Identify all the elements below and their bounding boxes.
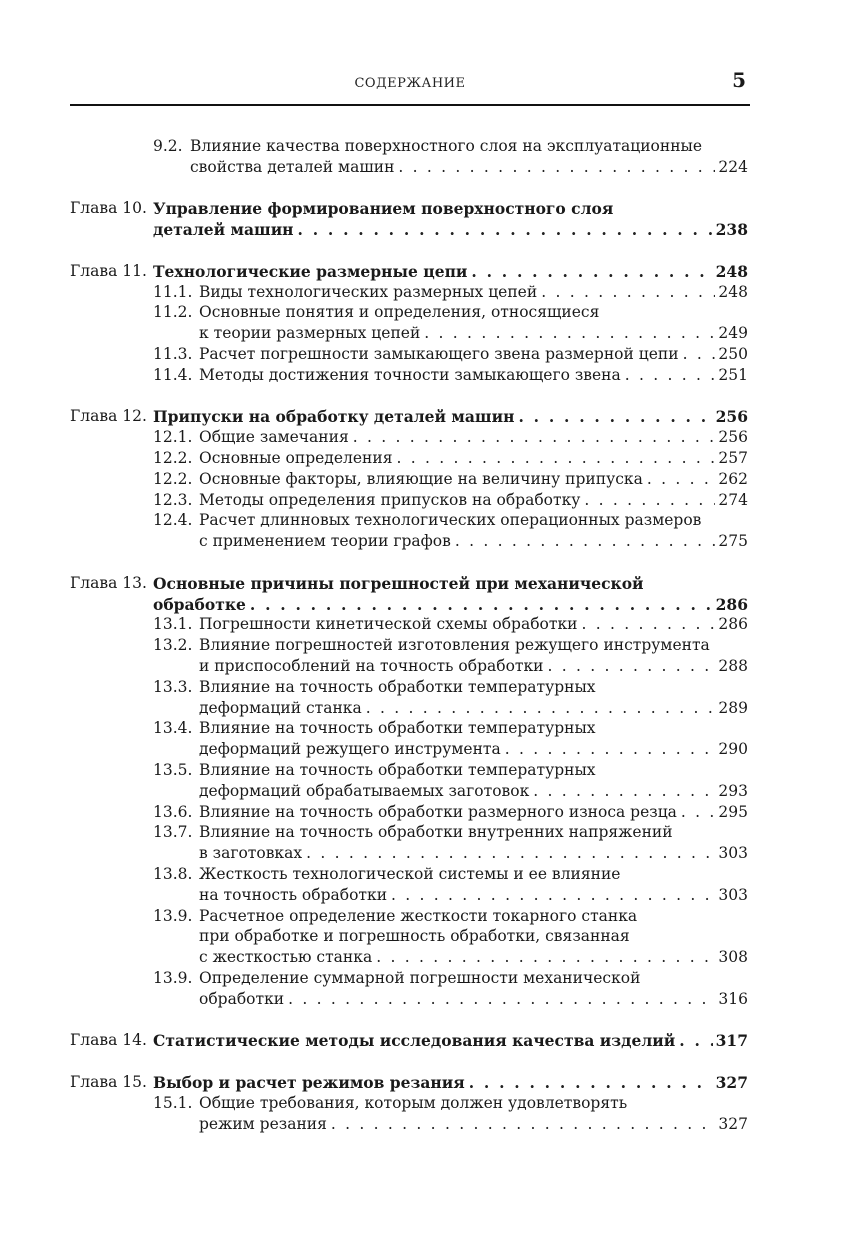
section-number: 11.3. <box>153 345 193 363</box>
section-title-line[interactable] <box>190 157 748 178</box>
toc-page-number: 290 <box>718 740 748 759</box>
toc-entry-text: Влияние на точность обработки температурных <box>199 719 596 738</box>
dot-leader <box>577 614 715 635</box>
dot-leader <box>467 261 712 282</box>
toc-entry-text: режим резания <box>199 1114 327 1133</box>
dot-leader <box>514 406 712 427</box>
toc-page-number: 327 <box>715 1073 748 1092</box>
chapter-number: Глава 12. <box>70 407 147 426</box>
toc-entry-text: к теории размерных цепей <box>199 324 421 343</box>
toc-entry-text: Погрешности кинетической схемы обработки <box>199 615 578 634</box>
toc-page-number: 308 <box>718 948 748 967</box>
chapter-title-line[interactable] <box>153 573 748 594</box>
section-title-line[interactable] <box>199 843 748 864</box>
toc-entry-text: в заготовках <box>199 844 303 863</box>
toc-page-number: 286 <box>715 594 748 614</box>
section-number: 11.2. <box>153 303 193 322</box>
toc-entry-text: и приспособлений на точность обработки <box>199 657 544 675</box>
section-title-line[interactable] <box>199 989 748 1010</box>
section-title-line[interactable] <box>199 427 748 448</box>
dot-leader <box>394 157 715 178</box>
toc-entry-text: Выбор и расчет режимов резания <box>153 1073 465 1092</box>
toc-entry-text: Расчет длинновых технологических операционных размеров <box>199 511 702 530</box>
section-number: 15.1. <box>153 1093 193 1112</box>
section-number: 11.1. <box>153 282 193 301</box>
section-number: 13.3. <box>153 677 193 696</box>
toc-entry-text: Влияние погрешностей изготовления режущего инструмента <box>199 636 710 655</box>
section-title-line[interactable] <box>199 1114 748 1135</box>
dot-leader <box>501 739 716 760</box>
dot-leader <box>451 531 716 552</box>
toc-entry-text: Влияние на точность обработки температурных <box>199 761 596 779</box>
section-title-line[interactable] <box>199 698 748 719</box>
toc-entry-text: Влияние качества поверхностного слоя на эксплуатационные <box>190 137 703 155</box>
toc-entry-text: обработки <box>199 989 285 1008</box>
section-title-line[interactable] <box>199 1093 748 1114</box>
section-number: 12.4. <box>153 511 193 530</box>
toc-page-number: 286 <box>718 615 748 634</box>
section-number: 13.4. <box>153 719 193 738</box>
section-title-line[interactable] <box>199 718 748 739</box>
section-title-line[interactable] <box>199 510 748 531</box>
section-number: 13.1. <box>153 615 193 634</box>
toc-page-number: 262 <box>718 469 748 488</box>
toc-page-number: 224 <box>718 157 748 176</box>
section-title-line[interactable] <box>199 656 748 677</box>
dot-leader <box>246 594 713 615</box>
section-number: 13.7. <box>153 823 193 842</box>
toc-entry-text: Основные факторы, влияющие на величину припуска <box>199 469 643 488</box>
toc-entry-text: свойства деталей машин <box>190 157 395 176</box>
section-title-line[interactable] <box>199 864 748 885</box>
toc-page-number: 295 <box>718 802 748 821</box>
dot-leader <box>679 344 716 365</box>
toc-page-number: 289 <box>718 698 748 717</box>
chapter-number: Глава 15. <box>70 1073 147 1091</box>
section-title-line[interactable] <box>199 802 748 823</box>
toc-page-number: 316 <box>718 989 748 1008</box>
chapter-title-line[interactable] <box>153 594 748 615</box>
toc-page-number: 303 <box>718 885 748 904</box>
dot-leader <box>420 323 715 344</box>
section-title-line[interactable] <box>199 885 748 906</box>
section-title-line[interactable] <box>199 906 748 927</box>
section-number: 12.1. <box>153 428 193 447</box>
toc-entry-text: Виды технологических размерных цепей <box>199 282 538 301</box>
section-title-line[interactable] <box>199 448 748 469</box>
toc-entry-text: Припуски на обработку деталей машин <box>153 407 515 427</box>
dot-leader <box>643 469 716 490</box>
section-title-line[interactable] <box>199 469 748 490</box>
dot-leader <box>392 448 715 469</box>
dot-leader <box>675 1030 712 1051</box>
dot-leader <box>465 1072 713 1093</box>
dot-leader <box>677 802 715 823</box>
toc-entry-text: с применением теории графов <box>199 532 451 551</box>
chapter-title-line[interactable] <box>153 261 748 282</box>
section-title-line[interactable] <box>190 136 748 157</box>
toc-entry-text: с жесткостью станка <box>199 948 373 967</box>
section-number: 12.2. <box>153 469 193 488</box>
section-number: 11.4. <box>153 365 193 384</box>
section-title-line[interactable] <box>199 739 748 760</box>
section-title-line[interactable] <box>199 968 748 989</box>
toc-entry-text: деформаций обрабатываемых заготовок <box>199 781 530 800</box>
toc-entry-text: Влияние на точность обработки внутренних напряжений <box>199 823 673 842</box>
toc-entry-text: Основные определения <box>199 449 393 467</box>
dot-leader <box>284 989 715 1010</box>
toc-entry-text: Методы определения припусков на обработку <box>199 490 581 509</box>
dot-leader <box>372 947 715 968</box>
section-number: 13.9. <box>153 906 193 925</box>
section-number: 12.2. <box>153 449 193 467</box>
chapter-number: Глава 13. <box>70 573 147 592</box>
page-number: 5 <box>732 68 746 92</box>
dot-leader <box>327 1114 716 1135</box>
section-title-line[interactable] <box>199 344 748 365</box>
toc-page-number: 238 <box>715 220 748 240</box>
chapter-title-line[interactable] <box>153 1072 748 1093</box>
toc-page-number: 288 <box>718 657 748 675</box>
toc-page-number: 303 <box>718 844 748 863</box>
section-title-line[interactable] <box>199 323 748 344</box>
dot-leader <box>544 656 716 677</box>
toc-entry-text: Влияние на точность обработки температурных <box>199 677 596 696</box>
dot-leader <box>302 843 715 864</box>
section-title-line[interactable] <box>199 282 748 303</box>
section-title-line[interactable] <box>199 677 748 698</box>
toc-entry-text: Основные понятия и определения, относящиеся <box>199 303 600 322</box>
toc-entry-text: Статистические методы исследования качества изделий <box>153 1031 676 1051</box>
toc-entry-text: при обработке и погрешность обработки, связанная <box>199 927 630 946</box>
toc-page-number: 256 <box>718 428 748 447</box>
toc-page-number: 317 <box>715 1031 748 1051</box>
toc-entry-text: Жесткость технологической системы и ее влияние <box>199 865 621 883</box>
toc-entry-text: Основные причины погрешностей при механической <box>153 573 644 593</box>
toc-page-number: 257 <box>718 449 748 467</box>
toc-entry-text: деформаций режущего инструмента <box>199 740 501 759</box>
section-title-line[interactable] <box>199 490 748 511</box>
dot-leader <box>537 282 715 303</box>
toc-page-number: 256 <box>715 407 748 427</box>
section-title-line[interactable] <box>199 822 748 843</box>
toc-entry-text: Технологические размерные цепи <box>153 261 468 281</box>
chapter-title-line[interactable] <box>153 198 748 219</box>
toc-entry-text: Расчет погрешности замыкающего звена размерной цепи <box>199 345 679 363</box>
section-title-line[interactable] <box>199 635 748 656</box>
chapter-number: Глава 10. <box>70 199 147 218</box>
section-title-line[interactable] <box>199 781 748 802</box>
toc-entry-text: Расчетное определение жесткости токарного станка <box>199 906 638 925</box>
section-number: 13.8. <box>153 865 193 883</box>
section-number: 12.3. <box>153 490 193 509</box>
toc-page-number: 293 <box>718 781 748 800</box>
section-number: 13.5. <box>153 761 193 779</box>
section-title-line[interactable] <box>199 926 748 947</box>
dot-leader <box>387 885 715 906</box>
toc-entry-text: Определение суммарной погрешности механической <box>199 969 641 987</box>
dot-leader <box>294 219 713 240</box>
section-title-line[interactable] <box>199 614 748 635</box>
toc-entry-text: деталей машин <box>153 220 294 240</box>
section-number: 13.6. <box>153 802 193 821</box>
toc-page-number: 251 <box>718 365 748 384</box>
toc-page-number: 249 <box>718 324 748 343</box>
toc-page-number: 274 <box>718 490 748 509</box>
toc-entry-text: Общие требования, которым должен удовлетворять <box>199 1093 628 1112</box>
toc-entry-text: на точность обработки <box>199 885 388 904</box>
toc-page-number: 248 <box>718 282 748 301</box>
section-number: 9.2. <box>153 137 183 155</box>
chapter-number: Глава 11. <box>70 261 147 280</box>
section-title-line[interactable] <box>199 302 748 323</box>
toc-entry-text: Методы достижения точности замыкающего звена <box>199 365 621 384</box>
dot-leader <box>580 490 715 511</box>
chapter-title-line[interactable] <box>153 1030 748 1051</box>
chapter-title-line[interactable] <box>153 406 748 427</box>
chapter-number: Глава 14. <box>70 1031 147 1050</box>
dot-leader <box>362 698 716 719</box>
toc-page-number: 275 <box>718 532 748 551</box>
section-number: 13.9. <box>153 969 193 987</box>
toc-page-number: 248 <box>715 261 748 281</box>
toc-entry-text: обработке <box>153 594 246 614</box>
dot-leader <box>529 781 715 802</box>
toc-entry-text: Управление формированием поверхностного слоя <box>153 199 614 219</box>
section-title-line[interactable] <box>199 365 748 386</box>
running-header-title: СОДЕРЖАНИЕ <box>354 76 466 91</box>
dot-leader <box>349 427 716 448</box>
toc-entry-text: деформаций станка <box>199 698 362 717</box>
toc-page-number: 327 <box>718 1114 748 1133</box>
section-number: 13.2. <box>153 636 193 655</box>
dot-leader <box>621 365 716 386</box>
toc-entry-text: Общие замечания <box>199 428 349 447</box>
toc-entry-text: Влияние на точность обработки размерного износа резца <box>199 802 677 821</box>
toc-page-number: 250 <box>718 345 748 363</box>
chapter-title-line[interactable] <box>153 219 748 240</box>
section-title-line[interactable] <box>199 760 748 781</box>
section-title-line[interactable] <box>199 531 748 552</box>
section-title-line[interactable] <box>199 947 748 968</box>
